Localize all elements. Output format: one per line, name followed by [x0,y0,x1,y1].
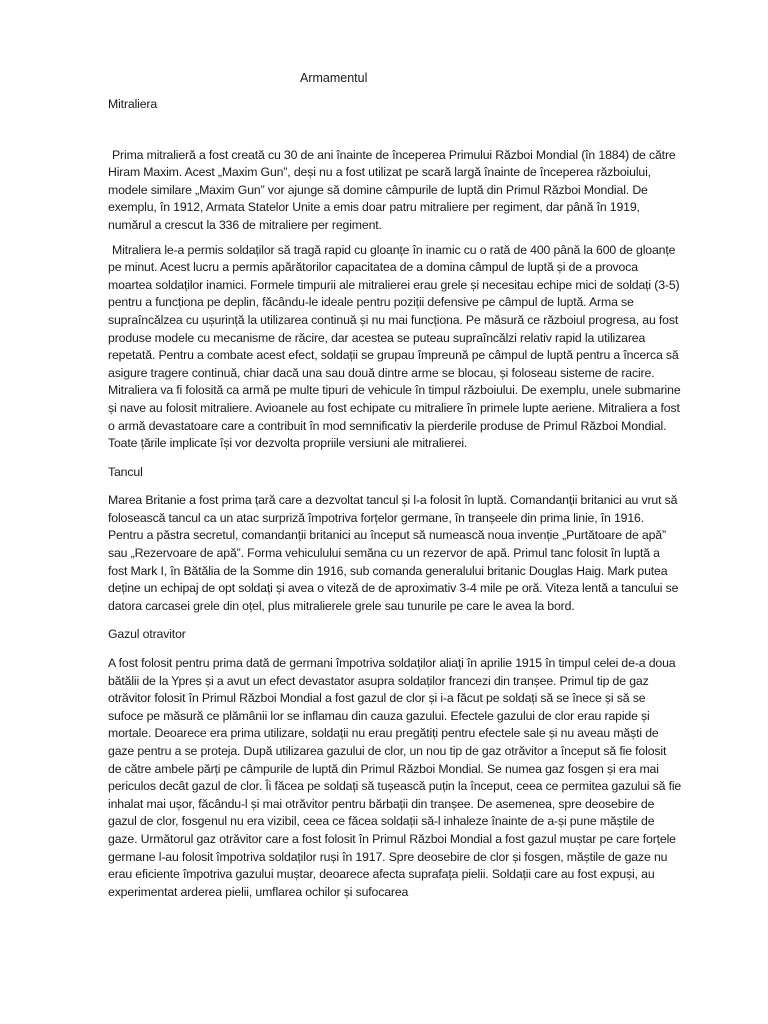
document-title: Armamentul [300,71,368,85]
paragraph: Prima mitralieră a fost creată cu 30 de ani înainte de începerea Primului Război Mondial (în 1884) de către Hiram Maxim. Acest „Maxim Gun”, deși nu a fost utilizat pe scară largă înainte de începerea războiului, modele similare „Maxim Gun” vor ajunge să domine câmpurile de luptă din Primul Război Mondial. De exemplu, în 1912, Armata Statelor Unite a emis doar patru mitraliere per regiment, dar până în 1919, numărul a crescut la 336 de mitraliere per regiment. [108,147,676,232]
section-heading-gazul-otravitor: Gazul otravitor [108,627,186,642]
paragraph: A fost folosit pentru prima dată de germani împotriva soldaților aliați în aprilie 1915 în timpul celei de-a doua bătălii de la Ypres și a avut un efect devastator asupra soldaților francezi din tranșee. Primul tip de gaz otrăvitor folosit în Primul Război Mondial a fost gazul de clor și i-a făcut pe soldați să se înece și să se sufoce pe măsură ce plămânii lor se inflamau din cauza gazului. Efectele gazului de clor erau rapide și mortale. Deoarece era prima utilizare, soldații nu erau pregătiți pentru efectele sale și nu aveau măști de gaze pentru a se proteja. După utilizarea gazului de clor, un nou tip de gaz otrăvitor a început să fie folosit de către ambele părți pe câmpurile de luptă din Primul Război Mondial. Se numea gaz fosgen și era mai periculos decât gazul de clor. Îi făcea pe soldați să tușească puțin la început, ceea ce permitea gazului să fie inhalat mai ușor, făcându-l și mai otrăvitor pentru bărbații din tranșee. De asemenea, spre deosebire de gazul de clor, fosgenul nu era vizibil, ceea ce făcea soldații să-l inhaleze înainte de a-și pune măștile de gaze. Următorul gaz otrăvitor care a fost folosit în Primul Război Mondial a fost gazul muștar pe care forțele germane l-au folosit împotriva soldaților ruși în 1917. Spre deosebire de clor și fosgen, măștile de gaze nu erau eficiente împotriva gazului muștar, deoarece afecta suprafața pielii. Soldații care au fost expuși, au experimentat arderea pielii, umflarea ochilor și sufocarea [108,656,682,899]
document-body [108,96,682,901]
section-heading-tancul: Tancul [108,464,143,479]
paragraph: Marea Britanie a fost prima țară care a dezvoltat tancul și l-a folosit în luptă. Comandanții britanici au vrut să folosească tancul ca un atac surpriză împotriva forțelor germane, în tranșeele din prima linie, în 1916. Pentru a păstra secretul, comandanții britanici au început să numească noua invenție „Purtătoare de apă” sau „Rezervoare de apă”. Forma vehiculului semăna cu un rezervor de apă. Primul tanc folosit în luptă a fost Mark I, în Bătălia de la Somme din 1916, sub comanda generalului britanic Douglas Haig. Mark putea deține un echipaj de opt soldați și avea o viteză de de aproximativ 3-4 mile pe oră. Viteza lentă a tancului se datora carcasei grele din oțel, plus mitralierele grele sau tunurile pe care le avea la bord. [108,493,679,613]
section-heading-mitraliera: Mitraliera [108,97,158,111]
paragraph: Mitraliera le-a permis soldaților să tragă rapid cu gloanțe în inamic cu o rată de 400 până la 600 de gloanțe pe minut. Acest lucru a permis apărătorilor capacitatea de a domina câmpul de luptă și de a provoca moartea soldaților inamici. Formele timpurii ale mitralierei erau grele și necesitau echipe mici de soldați (3-5) pentru a funcționa pe deplin, făcându-le ideale pentru poziții defensive pe câmpul de luptă. Arma se supraîncălzea cu ușurință la utilizarea continuă și nu mai funcționa. Pe măsură ce războiul progresa, au fost produse modele cu mecanisme de răcire, dar acestea se puteau supraîncălzi relativ rapid la utilizarea repetată. Pentru a combate acest efect, soldații se grupau împreună pe câmpul de luptă pentru a încerca să asigure tragere continuă, chiar dacă una sau două dintre arme se blocau, și foloseau sisteme de racire. Mitraliera va fi folosită ca armă pe multe tipuri de vehicule în timpul războiului. De exemplu, unele submarine și nave au folosit mitraliere. Avioanele au fost echipate cu mitraliere în primele lupte aeriene. Mitraliera a fost o armă devastatoare care a contribuit în mod semnificativ la pierderile produse de Primul Război Mondial. Toate țările implicate își vor dezvolta propriile versiuni ale mitralierei. [108,242,681,451]
